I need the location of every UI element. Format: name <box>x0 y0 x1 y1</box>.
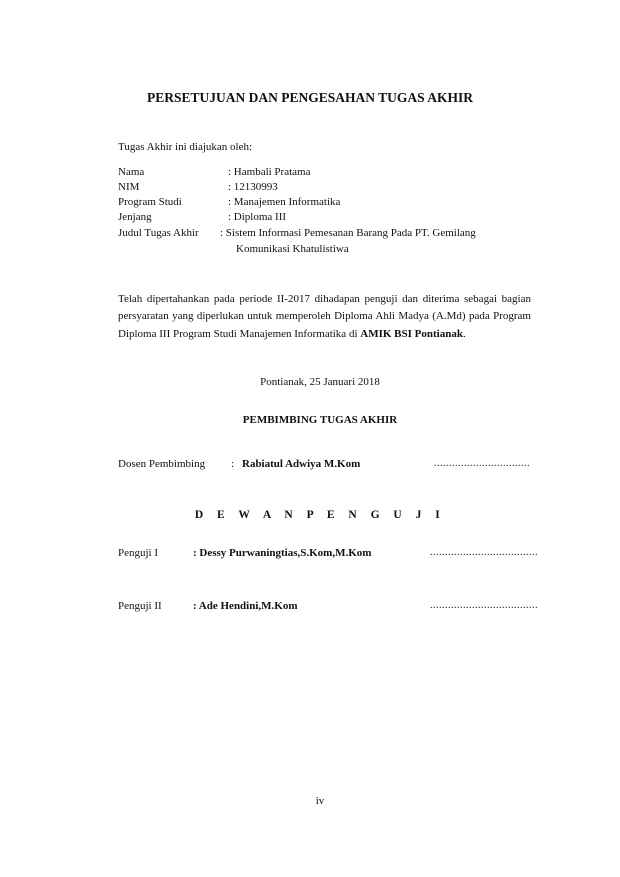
place-date: Pontianak, 25 Januari 2018 <box>260 376 380 388</box>
approval-paragraph-end: . <box>462 327 466 340</box>
examiner-1-name: : Dessy Purwaningtias,S.Kom,M.Kom <box>193 547 372 559</box>
supervisor-signature-line: ................................ <box>434 458 530 469</box>
field-value-judul-continuation: Komunikasi Khatulistiwa <box>236 243 349 255</box>
field-label-judul: Judul Tugas Akhir <box>118 227 199 239</box>
examiner-2-name: : Ade Hendini,M.Kom <box>193 600 298 612</box>
supervisor-colon: : <box>231 458 235 470</box>
field-value-program-studi: : Manajemen Informatika <box>228 196 341 208</box>
supervisor-name: Rabiatul Adwiya M.Kom <box>242 458 361 470</box>
page-number: iv <box>315 795 325 807</box>
field-value-jenjang: : Diploma III <box>228 211 287 223</box>
field-label-nama: Nama <box>118 166 145 178</box>
examiner-1-signature-line: .................................... <box>430 547 538 558</box>
intro-text: Tugas Akhir ini diajukan oleh: <box>118 141 253 153</box>
approval-paragraph-text: Telah dipertahankan pada periode II-2017 dihadapan penguji dan diterima sebagai bagian persyaratan yang diperlukan untuk memperoleh Diploma Ahli Madya (A.Md) pada Program Diploma III Program Studi Manajemen Informatika di <box>118 293 531 340</box>
approval-paragraph <box>118 291 531 343</box>
supervisor-heading: PEMBIMBING TUGAS AKHIR <box>242 414 398 426</box>
examiner-1-label: Penguji I <box>118 547 159 559</box>
page-title: PERSETUJUAN DAN PENGESAHAN TUGAS AKHIR <box>146 90 474 105</box>
field-label-program-studi: Program Studi <box>118 196 182 208</box>
field-value-judul: : Sistem Informasi Pemesanan Barang Pada PT. Gemilang <box>220 227 476 239</box>
field-label-nim: NIM <box>118 181 140 193</box>
field-label-jenjang: Jenjang <box>118 211 152 223</box>
field-value-nim: : 12130993 <box>228 181 278 193</box>
field-value-nama: : Hambali Pratama <box>228 166 311 178</box>
approval-paragraph-institution: AMIK BSI Pontianak <box>360 327 463 340</box>
examiner-2-label: Penguji II <box>118 600 162 612</box>
supervisor-label: Dosen Pembimbing <box>118 458 206 470</box>
examiner-2-signature-line: .................................... <box>430 600 538 611</box>
examiners-heading: D E W A N P E N G U J I <box>194 509 446 521</box>
